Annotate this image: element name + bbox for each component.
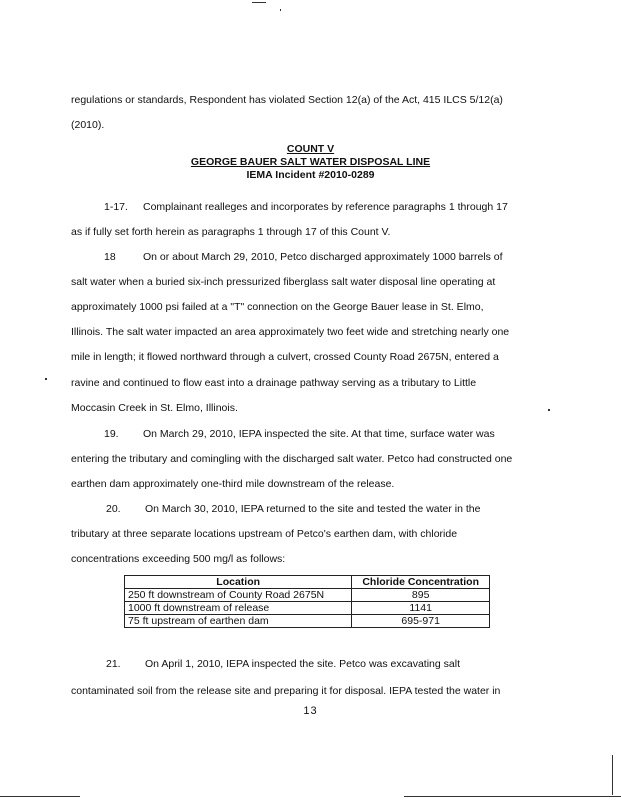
- para-18-text-1: On or about March 29, 2010, Petco discharged approximately 1000 barrels of: [143, 251, 503, 263]
- table-row: [125, 589, 490, 602]
- para-18-line-4: Illinois. The salt water impacted an area approximately two feet wide and stretching nearly one: [71, 326, 510, 338]
- table-cell-location: 1000 ft downstream of release: [125, 602, 352, 615]
- para-21-text-1: On April 1, 2010, IEPA inspected the site. Petco was excavating salt: [145, 658, 460, 670]
- scan-artifact: [548, 409, 550, 411]
- para-1-17-line-1: [71, 200, 508, 214]
- para-18-line-2: salt water when a buried six-inch pressurized fiberglass salt water disposal line operating at: [71, 276, 496, 288]
- para-18-line-1: [71, 250, 503, 264]
- table-cell-concentration: 695-971: [352, 615, 490, 628]
- table-header-row: [125, 576, 490, 589]
- intro-line-1: regulations or standards, Respondent has violated Section 12(a) of the Act, 415 ILCS 5/12(a): [71, 94, 503, 106]
- para-21-number: 21.: [106, 658, 121, 670]
- para-18-line-3: approximately 1000 psi failed at a "T" connection on the George Bauer lease in St. Elmo,: [71, 301, 484, 313]
- para-18-number: 18: [104, 251, 116, 263]
- scan-artifact: [0, 796, 80, 797]
- para-19-line-1: [71, 427, 495, 441]
- para-18-line-7: Moccasin Creek in St. Elmo, Illinois.: [71, 402, 238, 414]
- para-21-line-2: contaminated soil from the release site and preparing it for disposal. IEPA tested the water in: [71, 685, 501, 697]
- para-20-text-1: On March 30, 2010, IEPA returned to the site and tested the water in the: [145, 503, 481, 515]
- incident-heading: IEMA Incident #2010-0289: [246, 169, 375, 181]
- scan-artifact: [252, 2, 266, 3]
- table-cell-location: 75 ft upstream of earthen dam: [125, 615, 352, 628]
- para-19-text-1: On March 29, 2010, IEPA inspected the site. At that time, surface water was: [143, 428, 495, 440]
- table-row: [125, 615, 490, 628]
- para-1-17-number: 1-17.: [104, 201, 128, 213]
- para-20-number: 20.: [106, 503, 121, 515]
- count-heading-text: COUNT V: [286, 143, 335, 155]
- table-header-location: Location: [125, 576, 352, 589]
- table-row: [125, 602, 490, 615]
- para-18-line-5: mile in length; it flowed northward through a culvert, crossed County Road 2675N, entered a: [71, 351, 499, 363]
- table-cell-concentration: 1141: [352, 602, 490, 615]
- scan-artifact: [404, 796, 621, 797]
- para-20-line-1: [71, 502, 480, 516]
- scan-artifact: [612, 755, 613, 795]
- count-heading: [0, 143, 621, 156]
- table-header-concentration: Chloride Concentration: [352, 576, 490, 589]
- chloride-table: [124, 575, 490, 628]
- table-cell-concentration: 895: [352, 589, 490, 602]
- para-19-line-2: entering the tributary and comingling with the discharged salt water. Petco had constructed one: [71, 453, 513, 465]
- para-19-number: 19.: [104, 428, 119, 440]
- para-20-line-2: tributary at three separate locations upstream of Petco's earthen dam, with chloride: [71, 528, 458, 540]
- scan-artifact: [280, 9, 281, 11]
- scan-artifact: [45, 378, 47, 380]
- para-21-line-1: [71, 657, 460, 671]
- para-18-line-6: ravine and continued to flow east into a drainage pathway serving as a tributary to Little: [71, 377, 477, 389]
- page-number: 13: [303, 705, 318, 717]
- intro-line-2: (2010).: [71, 119, 105, 131]
- table-cell-location: 250 ft downstream of County Road 2675N: [125, 589, 352, 602]
- title-heading-text: GEORGE BAUER SALT WATER DISPOSAL LINE: [190, 156, 431, 168]
- para-1-17-line-2: as if fully set forth herein as paragraphs 1 through 17 of this Count V.: [71, 226, 391, 238]
- para-19-line-3: earthen dam approximately one-third mile downstream of the release.: [71, 478, 395, 490]
- title-heading: [0, 156, 621, 169]
- para-1-17-text-1: Complainant realleges and incorporates by reference paragraphs 1 through 17: [143, 201, 508, 213]
- para-20-line-3: concentrations exceeding 500 mg/l as follows:: [71, 553, 286, 565]
